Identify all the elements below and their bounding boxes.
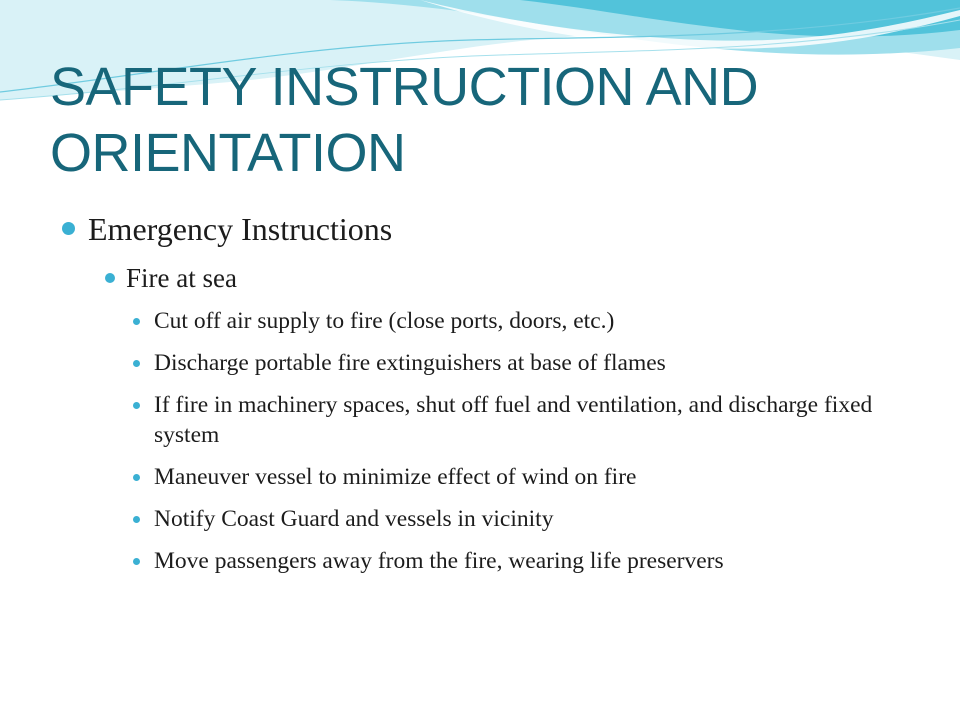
bullet-icon [133, 558, 140, 565]
bullet-icon [133, 516, 140, 523]
list-item [130, 504, 930, 534]
list-item-text: Move passengers away from the fire, wearing life preservers [154, 548, 724, 574]
level2-heading: Fire at sea [126, 263, 237, 293]
level1-heading: Emergency Instructions [88, 211, 393, 247]
list-item-text: Notify Coast Guard and vessels in vicinity [154, 506, 554, 532]
bullet-icon [133, 318, 140, 325]
bullet-icon [133, 474, 140, 481]
list-item [130, 390, 930, 450]
list-item-text: Maneuver vessel to minimize effect of wind on fire [154, 464, 637, 490]
bullet-icon [133, 402, 140, 409]
list-item [130, 546, 930, 576]
list-item [130, 348, 930, 378]
list-item-text: Cut off air supply to fire (close ports, doors, etc.) [154, 308, 615, 334]
slide-title: SAFETY INSTRUCTION AND ORIENTATION [50, 57, 759, 183]
list-item-text: Discharge portable fire extinguishers at base of flames [154, 350, 666, 376]
list-item [130, 306, 930, 336]
instruction-list [130, 306, 930, 588]
bullet-icon [105, 273, 115, 283]
list-item-text: If fire in machinery spaces, shut off fuel and ventilation, and discharge fixed system [154, 392, 873, 448]
bullet-icon [133, 360, 140, 367]
list-item [130, 462, 930, 492]
bullet-icon [62, 222, 75, 235]
